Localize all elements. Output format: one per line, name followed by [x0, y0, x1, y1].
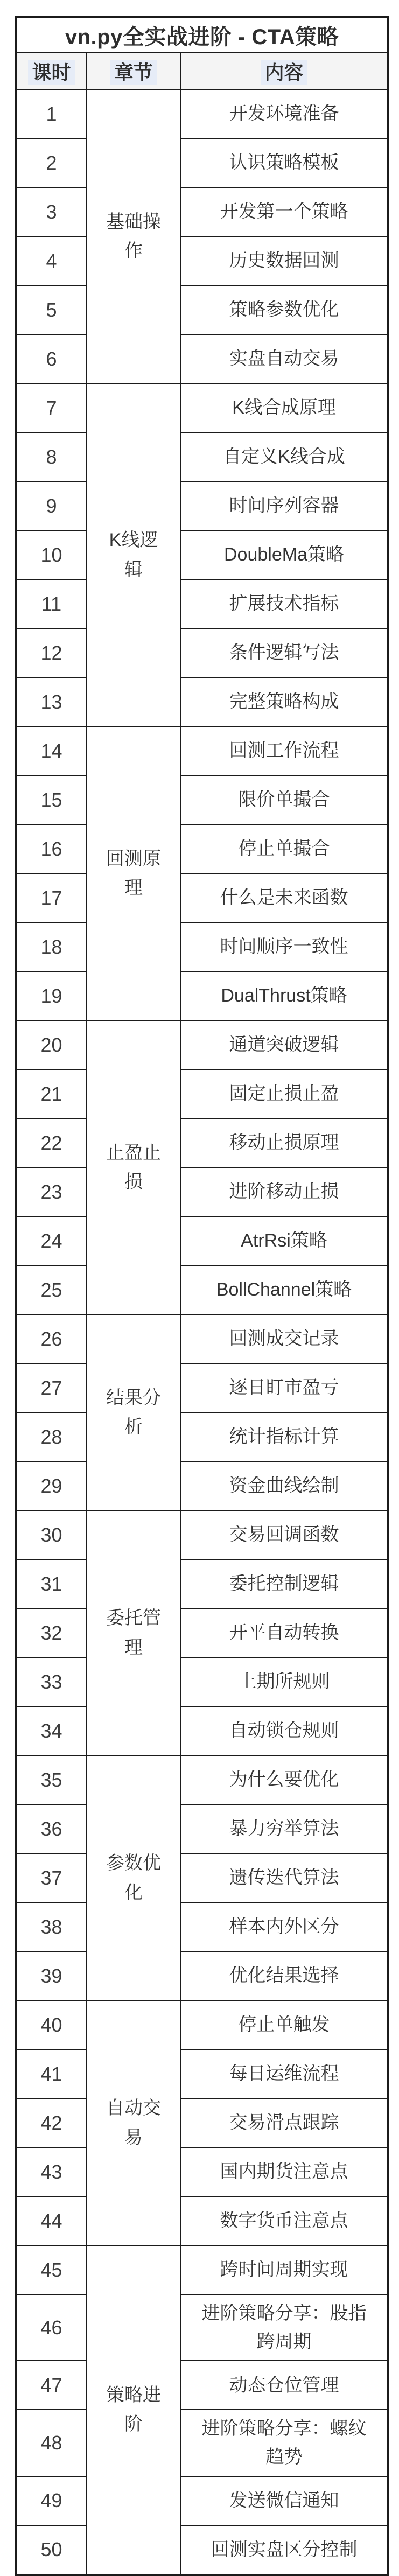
lesson-number-cell: 33 [16, 1657, 87, 1706]
chapter-cell: 基础操作 [87, 89, 180, 383]
table-row [16, 2196, 388, 2245]
content-cell: 自动锁仓规则 [180, 1706, 388, 1755]
table-row [16, 2294, 388, 2361]
lesson-number-cell: 19 [16, 971, 87, 1020]
lesson-number-cell: 1 [16, 89, 87, 138]
content-cell: 策略参数优化 [180, 285, 388, 334]
table-row [16, 775, 388, 824]
chapter-cell: 委托管理 [87, 1510, 180, 1755]
content-cell: 逐日盯市盈亏 [180, 1363, 388, 1412]
lesson-number-cell: 44 [16, 2196, 87, 2245]
chapter-cell: 参数优化 [87, 1755, 180, 2000]
content-cell: 上期所规则 [180, 1657, 388, 1706]
content-cell: 停止单触发 [180, 2000, 388, 2049]
course-table-body [16, 89, 388, 2575]
content-cell: 委托控制逻辑 [180, 1559, 388, 1608]
lesson-number-cell: 5 [16, 285, 87, 334]
lesson-number-cell: 45 [16, 2245, 87, 2294]
content-cell: 发送微信通知 [180, 2476, 388, 2525]
content-cell: 交易滑点跟踪 [180, 2098, 388, 2147]
table-row [16, 1167, 388, 1216]
table-row [16, 1216, 388, 1265]
content-cell: 回测实盘区分控制 [180, 2525, 388, 2575]
lesson-number-cell: 43 [16, 2147, 87, 2196]
content-cell: 限价单撮合 [180, 775, 388, 824]
course-table-head [16, 17, 388, 89]
lesson-number-cell: 46 [16, 2294, 87, 2361]
content-cell: 动态仓位管理 [180, 2361, 388, 2410]
chapter-cell: K线逻辑 [87, 383, 180, 726]
lesson-number-cell: 11 [16, 579, 87, 628]
lesson-number-cell: 49 [16, 2476, 87, 2525]
table-row [16, 677, 388, 726]
lesson-number-cell: 26 [16, 1314, 87, 1363]
content-cell: 停止单撮合 [180, 824, 388, 873]
content-cell: 每日运维流程 [180, 2049, 388, 2098]
table-title: vn.py全实战进阶 - CTA策略 [16, 17, 388, 53]
table-row [16, 1559, 388, 1608]
lesson-number-cell: 23 [16, 1167, 87, 1216]
content-cell: K线合成原理 [180, 383, 388, 432]
chapter-cell: 止盈止损 [87, 1020, 180, 1314]
table-row [16, 138, 388, 187]
chapter-cell: 结果分析 [87, 1314, 180, 1510]
lesson-number-cell: 10 [16, 530, 87, 579]
lesson-number-cell: 21 [16, 1069, 87, 1118]
lesson-number-cell: 8 [16, 432, 87, 481]
table-row [16, 628, 388, 677]
lesson-number-cell: 16 [16, 824, 87, 873]
lesson-number-cell: 9 [16, 481, 87, 530]
content-cell: 历史数据回测 [180, 236, 388, 285]
lesson-number-cell: 14 [16, 726, 87, 775]
table-row [16, 726, 388, 775]
lesson-number-cell: 15 [16, 775, 87, 824]
content-cell: 回测成交记录 [180, 1314, 388, 1363]
lesson-number-cell: 38 [16, 1902, 87, 1951]
table-row [16, 1118, 388, 1167]
lesson-number-cell: 50 [16, 2525, 87, 2575]
table-row [16, 1020, 388, 1069]
column-header-lesson [16, 53, 87, 89]
table-row [16, 1363, 388, 1412]
lesson-number-cell: 48 [16, 2410, 87, 2476]
lesson-number-cell: 13 [16, 677, 87, 726]
table-row [16, 1314, 388, 1363]
lesson-number-cell: 35 [16, 1755, 87, 1804]
lesson-number-cell: 36 [16, 1804, 87, 1853]
table-row [16, 824, 388, 873]
lesson-number-cell: 17 [16, 873, 87, 922]
content-cell: 进阶移动止损 [180, 1167, 388, 1216]
lesson-number-cell: 31 [16, 1559, 87, 1608]
column-header-chapter [87, 53, 180, 89]
table-row [16, 1412, 388, 1461]
lesson-number-cell: 47 [16, 2361, 87, 2410]
content-cell: 什么是未来函数 [180, 873, 388, 922]
table-row [16, 1902, 388, 1951]
table-row [16, 2245, 388, 2294]
table-row [16, 187, 388, 236]
content-cell: 开发环境准备 [180, 89, 388, 138]
table-row [16, 1608, 388, 1657]
table-row [16, 1265, 388, 1314]
table-row [16, 1461, 388, 1510]
lesson-number-cell: 24 [16, 1216, 87, 1265]
table-row [16, 1706, 388, 1755]
table-row [16, 873, 388, 922]
content-cell: 开平自动转换 [180, 1608, 388, 1657]
content-cell: 数字货币注意点 [180, 2196, 388, 2245]
table-row [16, 1804, 388, 1853]
table-row [16, 579, 388, 628]
table-row [16, 334, 388, 383]
content-cell: 进阶策略分享：股指跨周期 [180, 2294, 388, 2361]
content-cell: 认识策略模板 [180, 138, 388, 187]
table-row [16, 1069, 388, 1118]
table-row [16, 530, 388, 579]
lesson-number-cell: 40 [16, 2000, 87, 2049]
table-row [16, 2000, 388, 2049]
column-header-chapter-label: 章节 [110, 60, 157, 85]
content-cell: AtrRsi策略 [180, 1216, 388, 1265]
chapter-cell: 自动交易 [87, 2000, 180, 2245]
lesson-number-cell: 20 [16, 1020, 87, 1069]
table-row [16, 2410, 388, 2476]
content-cell: 样本内外区分 [180, 1902, 388, 1951]
table-row [16, 89, 388, 138]
column-header-content [180, 53, 388, 89]
table-row [16, 2049, 388, 2098]
lesson-number-cell: 18 [16, 922, 87, 971]
lesson-number-cell: 32 [16, 1608, 87, 1657]
lesson-number-cell: 4 [16, 236, 87, 285]
content-cell: 完整策略构成 [180, 677, 388, 726]
lesson-number-cell: 27 [16, 1363, 87, 1412]
table-row [16, 1657, 388, 1706]
table-row [16, 1951, 388, 2000]
table-row [16, 2361, 388, 2410]
content-cell: 开发第一个策略 [180, 187, 388, 236]
content-cell: 跨时间周期实现 [180, 2245, 388, 2294]
lesson-number-cell: 12 [16, 628, 87, 677]
lesson-number-cell: 41 [16, 2049, 87, 2098]
chapter-cell: 策略进阶 [87, 2245, 180, 2575]
content-cell: 实盘自动交易 [180, 334, 388, 383]
content-cell: 资金曲线绘制 [180, 1461, 388, 1510]
lesson-number-cell: 28 [16, 1412, 87, 1461]
lesson-number-cell: 37 [16, 1853, 87, 1902]
lesson-number-cell: 39 [16, 1951, 87, 2000]
chapter-cell: 回测原理 [87, 726, 180, 1020]
content-cell: 移动止损原理 [180, 1118, 388, 1167]
table-row [16, 2098, 388, 2147]
content-cell: 时间序列容器 [180, 481, 388, 530]
content-cell: 国内期货注意点 [180, 2147, 388, 2196]
lesson-number-cell: 29 [16, 1461, 87, 1510]
column-header-row [16, 53, 388, 89]
table-row [16, 922, 388, 971]
content-cell: 交易回调函数 [180, 1510, 388, 1559]
column-header-lesson-label: 课时 [28, 60, 74, 85]
content-cell: 为什么要优化 [180, 1755, 388, 1804]
content-cell: 优化结果选择 [180, 1951, 388, 2000]
content-cell: 回测工作流程 [180, 726, 388, 775]
content-cell: BollChannel策略 [180, 1265, 388, 1314]
table-row [16, 971, 388, 1020]
lesson-number-cell: 25 [16, 1265, 87, 1314]
table-row [16, 2525, 388, 2575]
content-cell: 条件逻辑写法 [180, 628, 388, 677]
lesson-number-cell: 42 [16, 2098, 87, 2147]
table-row [16, 432, 388, 481]
table-row [16, 383, 388, 432]
content-cell: 自定义K线合成 [180, 432, 388, 481]
content-cell: 通道突破逻辑 [180, 1020, 388, 1069]
table-row [16, 2476, 388, 2525]
table-row [16, 2147, 388, 2196]
lesson-number-cell: 6 [16, 334, 87, 383]
table-row [16, 285, 388, 334]
title-row [16, 17, 388, 53]
table-row [16, 236, 388, 285]
table-row [16, 1510, 388, 1559]
content-cell: DoubleMa策略 [180, 530, 388, 579]
lesson-number-cell: 2 [16, 138, 87, 187]
content-cell: 扩展技术指标 [180, 579, 388, 628]
lesson-number-cell: 3 [16, 187, 87, 236]
table-row [16, 1853, 388, 1902]
content-cell: 固定止损止盈 [180, 1069, 388, 1118]
table-row [16, 1755, 388, 1804]
course-table [15, 16, 389, 2576]
column-header-content-label: 内容 [261, 60, 307, 85]
content-cell: DualThrust策略 [180, 971, 388, 1020]
lesson-number-cell: 30 [16, 1510, 87, 1559]
lesson-number-cell: 7 [16, 383, 87, 432]
content-cell: 统计指标计算 [180, 1412, 388, 1461]
content-cell: 暴力穷举算法 [180, 1804, 388, 1853]
lesson-number-cell: 34 [16, 1706, 87, 1755]
lesson-number-cell: 22 [16, 1118, 87, 1167]
content-cell: 遗传迭代算法 [180, 1853, 388, 1902]
table-row [16, 481, 388, 530]
content-cell: 进阶策略分享：螺纹趋势 [180, 2410, 388, 2476]
content-cell: 时间顺序一致性 [180, 922, 388, 971]
